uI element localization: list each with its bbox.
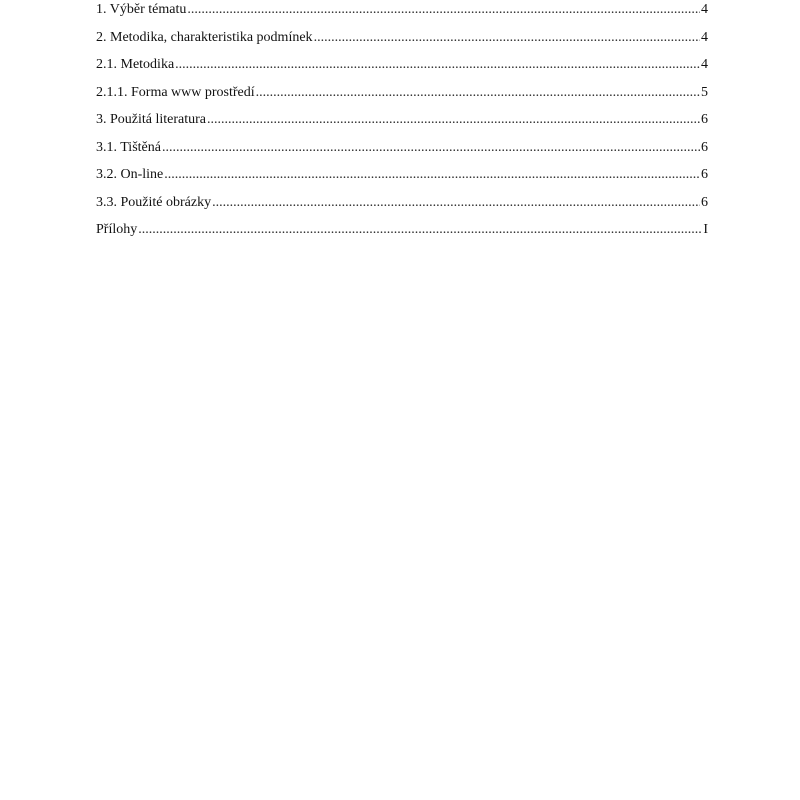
toc-entry-title: 2.1. Metodika [96, 57, 175, 72]
toc-entry-prilohy[interactable] [96, 216, 708, 244]
toc-entry-pouzita-literatura[interactable] [96, 106, 708, 134]
toc-entry-page-number: I [703, 222, 708, 237]
toc-entry-metodika[interactable] [96, 51, 708, 79]
toc-entry-title: Přílohy [96, 222, 138, 237]
toc-dot-leader [138, 216, 702, 244]
toc-entry-page-number: 4 [701, 2, 708, 17]
toc-entry-on-line[interactable] [96, 161, 708, 189]
toc-dot-leader [162, 134, 700, 162]
toc-dot-leader [175, 51, 700, 79]
toc-dot-leader [207, 106, 700, 134]
toc-entry-title: 3.2. On-line [96, 167, 164, 182]
toc-entry-forma-www-prostredi[interactable] [96, 79, 708, 107]
toc-entry-pouzite-obrazky[interactable] [96, 189, 708, 217]
toc-entry-metodika-charakteristika[interactable] [96, 24, 708, 52]
toc-entry-tistena[interactable] [96, 134, 708, 162]
toc-entry-vyber-tematu[interactable] [96, 0, 708, 24]
toc-entry-title: 3.1. Tištěná [96, 139, 161, 155]
toc-entry-page-number: 4 [701, 57, 708, 72]
toc-entry-title: 2.1.1. Forma www prostředí [96, 84, 255, 100]
toc-entry-page-number: 5 [701, 84, 708, 100]
toc-entry-page-number: 4 [701, 29, 708, 45]
toc-entry-title: 1. Výběr tématu [96, 2, 187, 17]
toc-dot-leader [212, 189, 700, 217]
toc-entry-page-number: 6 [701, 167, 708, 182]
toc-entry-title: 2. Metodika, charakteristika podmínek [96, 29, 313, 45]
toc-dot-leader [187, 0, 700, 24]
toc-entry-page-number: 6 [701, 194, 708, 210]
toc-entry-title: 3.3. Použité obrázky [96, 194, 212, 210]
table-of-contents [96, 0, 708, 244]
toc-dot-leader [314, 24, 700, 52]
toc-entry-title: 3. Použitá literatura [96, 112, 207, 127]
toc-entry-page-number: 6 [701, 112, 708, 127]
toc-entry-page-number: 6 [701, 139, 708, 155]
toc-dot-leader [256, 79, 700, 107]
toc-dot-leader [164, 161, 700, 189]
